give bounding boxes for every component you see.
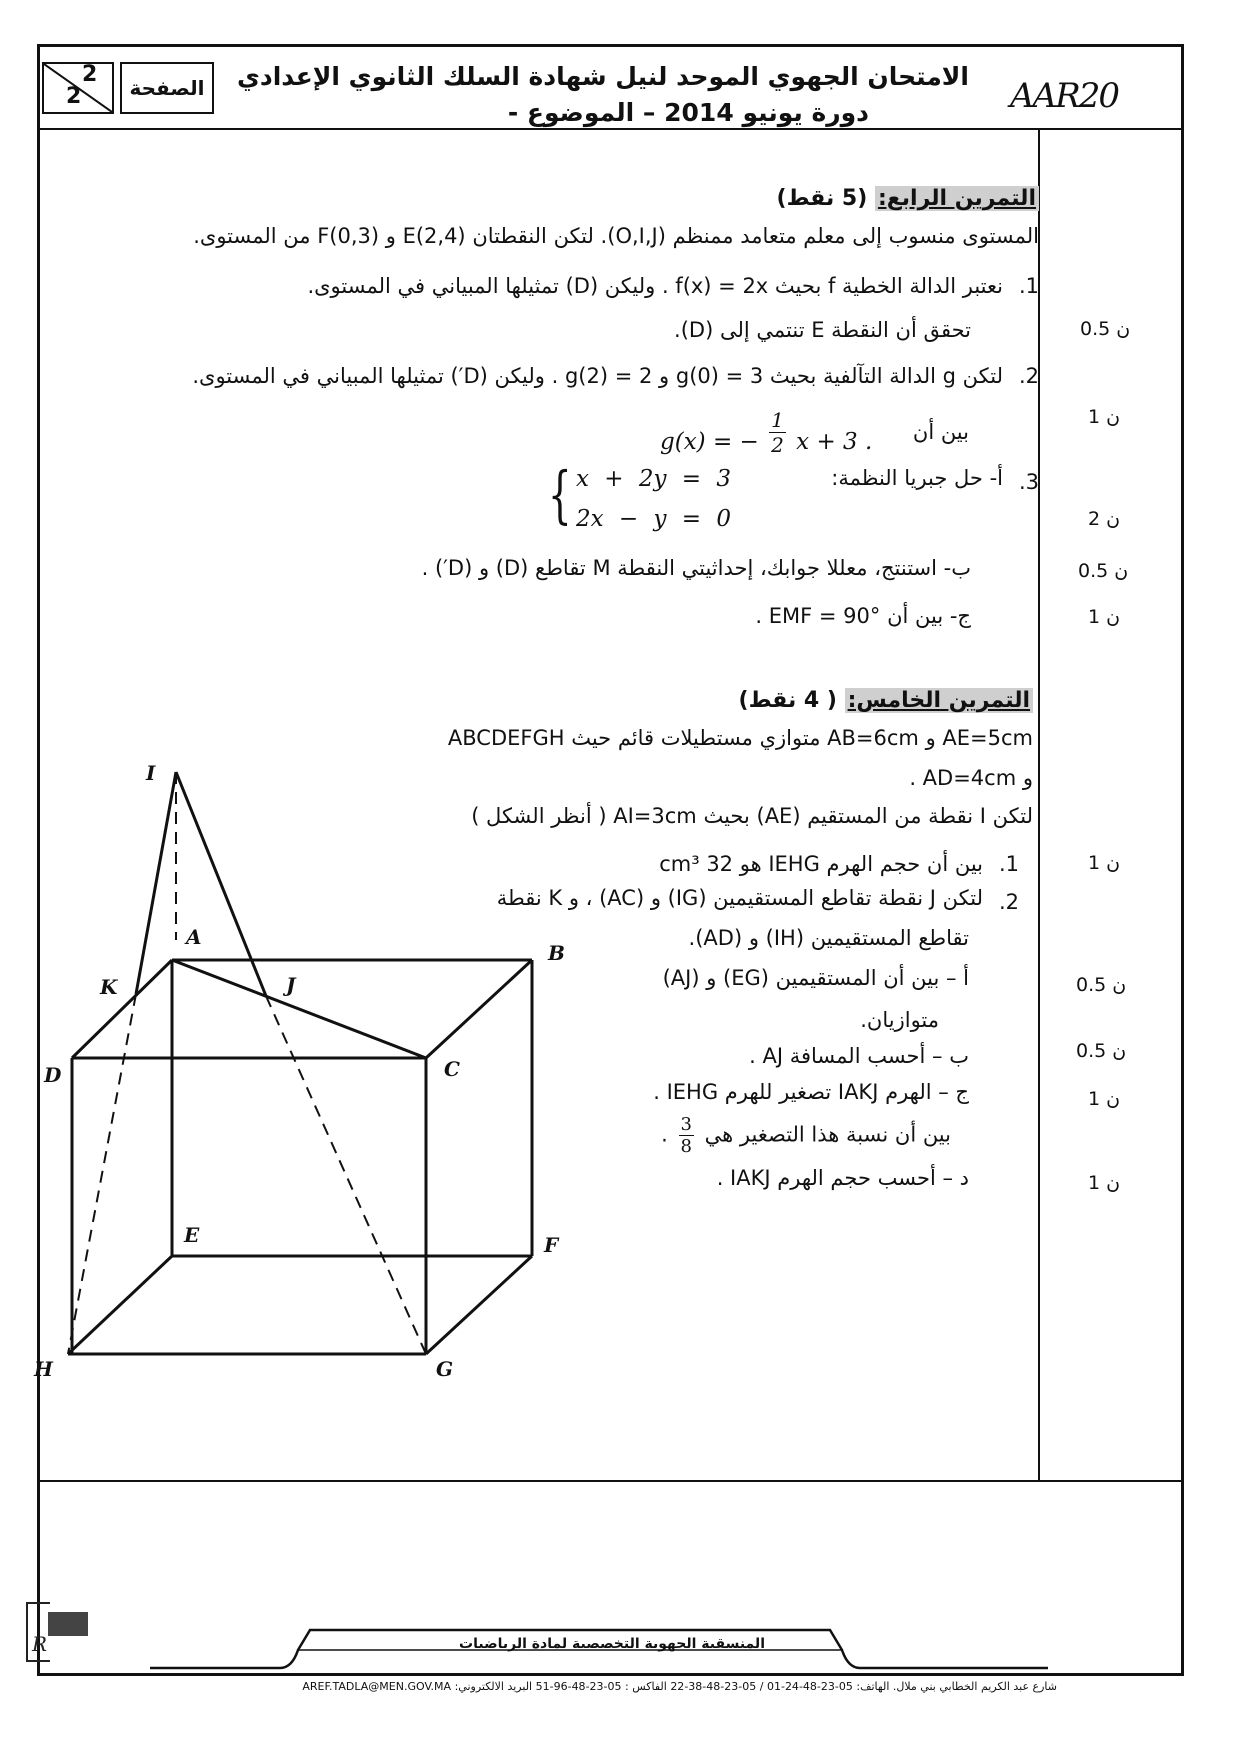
exercise5-q2-number: .2 bbox=[998, 890, 1019, 914]
fraction-denominator: 2 bbox=[771, 433, 784, 457]
ex5-score-qb: ن 0.5 bbox=[1076, 1040, 1127, 1062]
label-B: B bbox=[548, 941, 565, 965]
exercise5-qa-line2: متوازيان. bbox=[860, 1008, 939, 1032]
ex4-score-q3b: ن 0.5 bbox=[1078, 560, 1129, 582]
exercise5-qb: ب – أحسب المسافة AJ . bbox=[749, 1044, 969, 1068]
exercise4-q3-number: .3 bbox=[1018, 470, 1039, 494]
exercise5-qc-line1: ج – الهرم IAKJ تصغير للهرم IEHG . bbox=[653, 1080, 969, 1104]
academy-logo-icon: R bbox=[18, 1598, 90, 1660]
label-I: I bbox=[146, 761, 156, 785]
exercise5-q2-line2: تقاطع المستقيمين (IH) و (AD). bbox=[688, 926, 969, 950]
page-total: 2 bbox=[66, 84, 82, 109]
qc-fraction-denominator: 8 bbox=[680, 1136, 692, 1157]
exam-session: دورة يونيو 2014 – الموضوع - bbox=[507, 98, 869, 127]
exercise4-intro: المستوى منسوب إلى معلم متعامد ممنظم (O,I,J). لتكن النقطتان E(2,4) و F(0,3) من المستوى. bbox=[193, 224, 1039, 248]
ex4-score-q3c: ن 1 bbox=[1088, 606, 1121, 628]
label-C: C bbox=[444, 1057, 460, 1081]
exam-title: الامتحان الجهوي الموحد لنيل شهادة السلك الثانوي الإعدادي bbox=[236, 62, 969, 91]
ex5-score-qa: ن 0.5 bbox=[1076, 974, 1127, 996]
system-equation-2: 2x − y = 0 bbox=[576, 506, 732, 532]
exercise4-q2-number: .2 bbox=[1018, 364, 1039, 388]
qc-period: . bbox=[661, 1122, 668, 1147]
exercise4-points: (5 نقط) bbox=[776, 186, 868, 211]
system-brace: { bbox=[548, 458, 572, 531]
page-number: 2 bbox=[82, 62, 98, 87]
label-F: F bbox=[544, 1233, 559, 1257]
qc-fraction-numerator: 3 bbox=[680, 1114, 692, 1135]
ex4-score-q1: ن 0.5 bbox=[1080, 318, 1131, 340]
label-J: J bbox=[286, 973, 296, 997]
ex4-score-q3a: ن 2 bbox=[1088, 508, 1121, 530]
exercise4-title: التمرين الرابع: bbox=[875, 186, 1039, 211]
label-H: H bbox=[34, 1357, 53, 1381]
exercise4-q1-number: .1 bbox=[1018, 274, 1039, 298]
label-G: G bbox=[436, 1357, 454, 1381]
qc-line2-text: بين أن نسبة هذا التصغير هي bbox=[704, 1122, 951, 1147]
exercise4-q3c: ج- بين أن EMF = 90° . bbox=[755, 604, 971, 628]
footer-contact: شارع عبد الكريم الخطابي بني ملال. الهاتف: 05-23-48-24-01 / 05-23-48-38-22 الفاكس : 05-23-48-96-51 البريد الالكتروني: AREF.TADLA@MEN.GOV.MA bbox=[302, 1680, 1057, 1693]
exercise4-q1-text: نعتبر الدالة الخطية f بحيث f(x) = 2x . وليكن (D) تمثيلها المبياني في المستوى. bbox=[307, 274, 1003, 298]
exercise5-intro2: و AD=4cm . bbox=[909, 766, 1033, 790]
footer-organization: المنسقية الجهوية التخصصية لمادة الرياضيات bbox=[459, 1636, 765, 1652]
exercise5-qa-line1: أ – بين أن المستقيمين (EG) و (AJ) bbox=[662, 966, 969, 990]
ex5-score-q1: ن 1 bbox=[1088, 852, 1121, 874]
ex5-score-qd: ن 1 bbox=[1088, 1172, 1121, 1194]
label-A: A bbox=[186, 925, 202, 949]
exercise5-intro3: لتكن I نقطة من المستقيم (AE) بحيث AI=3cm ( أنظر الشكل ) bbox=[471, 804, 1033, 828]
ex4-score-q2: ن 1 bbox=[1088, 406, 1121, 428]
label-K: K bbox=[100, 975, 118, 999]
exercise5-q2-line1: لتكن J نقطة تقاطع المستقيمين (IG) و (AC) ، و K نقطة bbox=[496, 886, 983, 910]
exercise4-q1-task: تحقق أن النقطة E تنتمي إلى (D). bbox=[674, 318, 971, 342]
page-label: الصفحة bbox=[129, 76, 205, 100]
formula-right: x + 3 . bbox=[796, 428, 873, 455]
system-equation-1: x + 2y = 3 bbox=[576, 466, 732, 492]
exercise5-qd: د – أحسب حجم الهرم IAKJ . bbox=[716, 1166, 969, 1190]
label-D: D bbox=[44, 1063, 62, 1087]
label-E: E bbox=[184, 1223, 200, 1247]
exercise4-q2-text: لتكن g الدالة التآلفية بحيث g(0) = 3 و g(2) = 2 . وليكن (D′) تمثيلها المبياني في المستوى. bbox=[192, 364, 1003, 388]
exercise5-title: التمرين الخامس: bbox=[845, 688, 1033, 713]
exercise5-q1: بين أن حجم الهرم IEHG هو 32 cm³ bbox=[659, 852, 983, 876]
exercise5-q1-number: .1 bbox=[998, 852, 1019, 876]
exam-code-handwritten: AAR20 bbox=[1010, 76, 1118, 116]
exercise4-q3a: أ- حل جبريا النظمة: bbox=[831, 466, 1003, 490]
formula-left: g(x) = − bbox=[660, 428, 759, 455]
exercise4-q2-task-label: بين أن bbox=[912, 420, 969, 444]
exercise4-q3b: ب- استنتج، معللا جوابك، إحداثيتي النقطة M تقاطع (D) و (D′) . bbox=[421, 556, 971, 580]
fraction-numerator: 1 bbox=[771, 408, 784, 432]
exercise5-intro1: ABCDEFGH متوازي مستطيلات قائم حيث AB=6cm و AE=5cm bbox=[447, 726, 1033, 750]
exercise5-points: ( 4 نقط) bbox=[738, 688, 837, 713]
ex5-score-qc: ن 1 bbox=[1088, 1088, 1121, 1110]
